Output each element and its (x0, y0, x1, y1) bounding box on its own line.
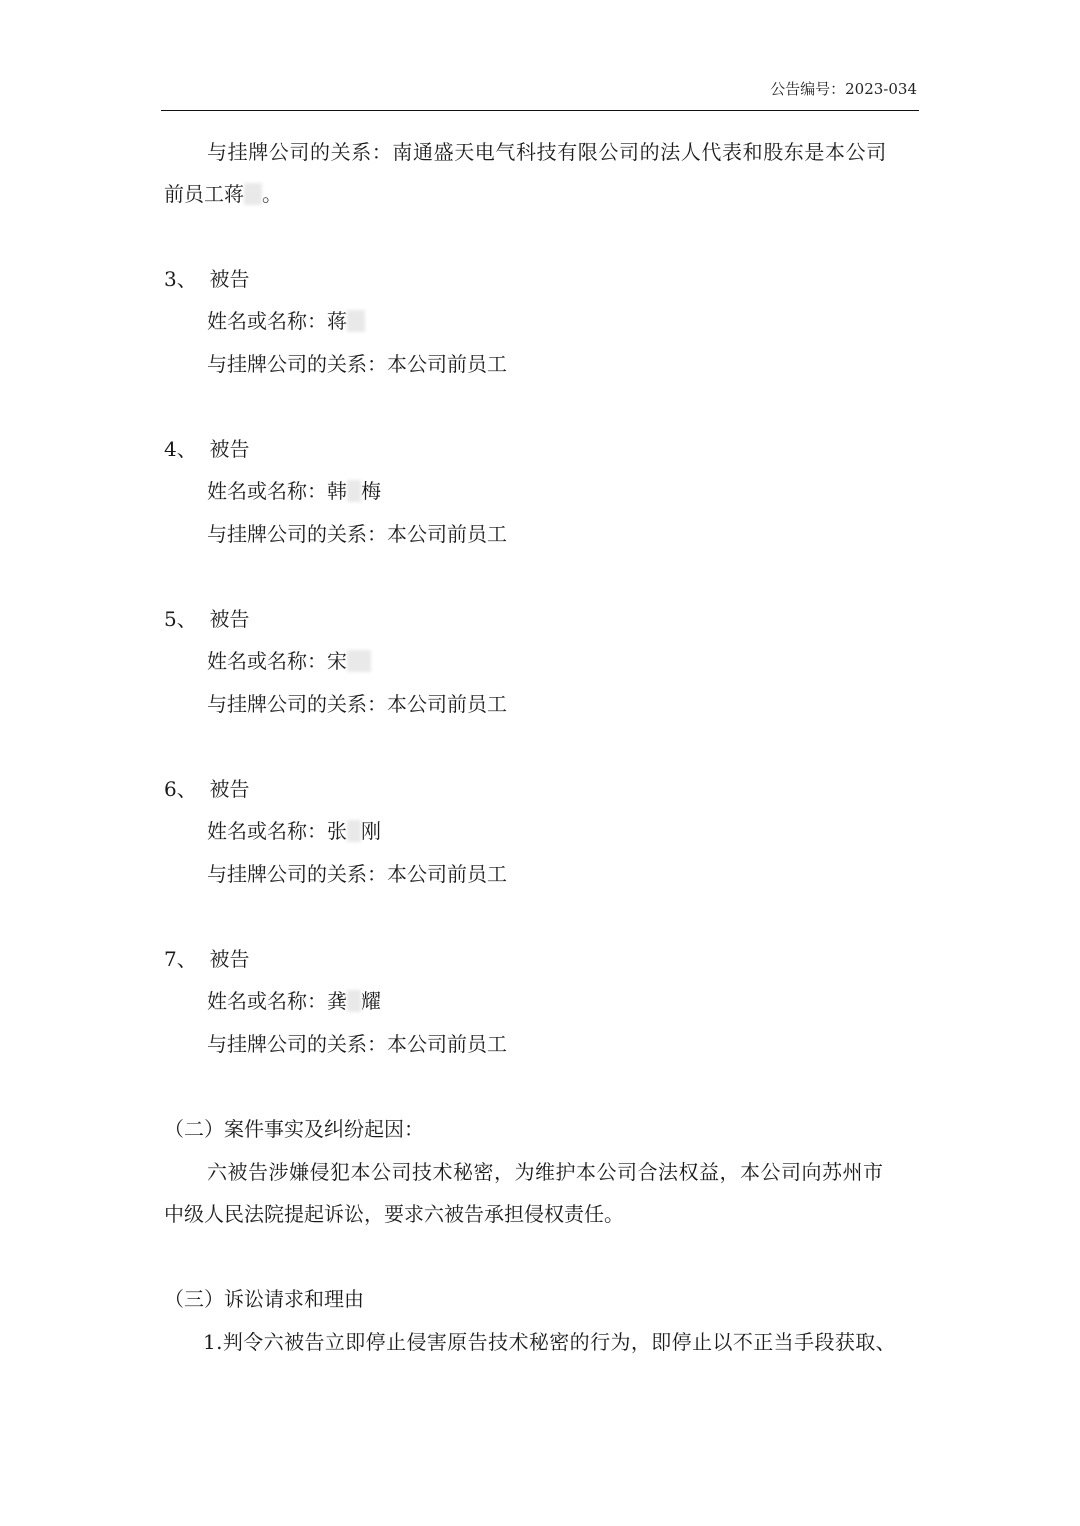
redacted-name-mask (347, 650, 371, 672)
redacted-name-mask (347, 820, 361, 842)
defendant-7-name (207, 989, 381, 1013)
name-prefix: 宋 (327, 649, 347, 673)
defendant-5-heading (164, 607, 249, 631)
name-suffix: 耀 (361, 989, 381, 1013)
intro-relation-line-1: 与挂牌公司的关系：南通盛天电气科技有限公司的法人代表和股东是本公司 (207, 140, 887, 164)
name-prefix: 蒋 (327, 309, 347, 333)
defendant-index: 4、 (164, 437, 197, 461)
header-divider (161, 110, 919, 111)
defendant-7-heading (164, 947, 249, 971)
defendant-4-relation: 与挂牌公司的关系：本公司前员工 (207, 522, 507, 546)
defendant-index: 6、 (164, 777, 197, 801)
defendant-role: 被告 (209, 777, 250, 801)
name-label: 姓名或名称： (207, 309, 327, 333)
name-suffix: 刚 (361, 819, 381, 843)
section-3-paragraph-line-1: 1.判令六被告立即停止侵害原告技术秘密的行为，即停止以不正当手段获取、 (203, 1330, 897, 1354)
name-label: 姓名或名称： (207, 649, 327, 673)
intro-relation-line-2 (164, 182, 282, 206)
name-label: 姓名或名称： (207, 479, 327, 503)
defendant-7-relation: 与挂牌公司的关系：本公司前员工 (207, 1032, 507, 1056)
intro-relation-line-2-prefix: 前员工蒋 (164, 182, 244, 206)
defendant-3-name (207, 309, 365, 333)
defendant-3-relation: 与挂牌公司的关系：本公司前员工 (207, 352, 507, 376)
section-2-paragraph-line-2: 中级人民法院提起诉讼，要求六被告承担侵权责任。 (164, 1202, 624, 1226)
defendant-4-name (207, 479, 381, 503)
name-prefix: 韩 (327, 479, 347, 503)
name-label: 姓名或名称： (207, 989, 327, 1013)
name-prefix: 张 (327, 819, 347, 843)
name-prefix: 龚 (327, 989, 347, 1013)
defendant-6-name (207, 819, 381, 843)
defendant-role: 被告 (209, 607, 250, 631)
defendant-role: 被告 (209, 267, 250, 291)
defendant-index: 7、 (164, 947, 197, 971)
redacted-name-mask (347, 990, 361, 1012)
defendant-4-heading (164, 437, 249, 461)
defendant-6-heading (164, 777, 249, 801)
redacted-name-mask (347, 480, 361, 502)
redacted-name-mask (347, 310, 365, 332)
name-suffix: 梅 (361, 479, 381, 503)
section-2-heading: （二）案件事实及纠纷起因： (164, 1117, 424, 1141)
defendant-5-name (207, 649, 371, 673)
defendant-role: 被告 (209, 437, 250, 461)
defendant-3-heading (164, 267, 249, 291)
intro-relation-line-2-suffix: 。 (262, 182, 282, 206)
section-2-paragraph-line-1: 六被告涉嫌侵犯本公司技术秘密，为维护本公司合法权益，本公司向苏州市 (207, 1160, 884, 1184)
defendant-6-relation: 与挂牌公司的关系：本公司前员工 (207, 862, 507, 886)
defendant-5-relation: 与挂牌公司的关系：本公司前员工 (207, 692, 507, 716)
name-label: 姓名或名称： (207, 819, 327, 843)
redacted-name-mask (244, 183, 262, 205)
defendant-index: 3、 (164, 267, 197, 291)
defendant-role: 被告 (209, 947, 250, 971)
defendant-index: 5、 (164, 607, 197, 631)
section-3-heading: （三）诉讼请求和理由 (164, 1287, 364, 1311)
announcement-number: 公告编号：2023-034 (770, 80, 917, 98)
